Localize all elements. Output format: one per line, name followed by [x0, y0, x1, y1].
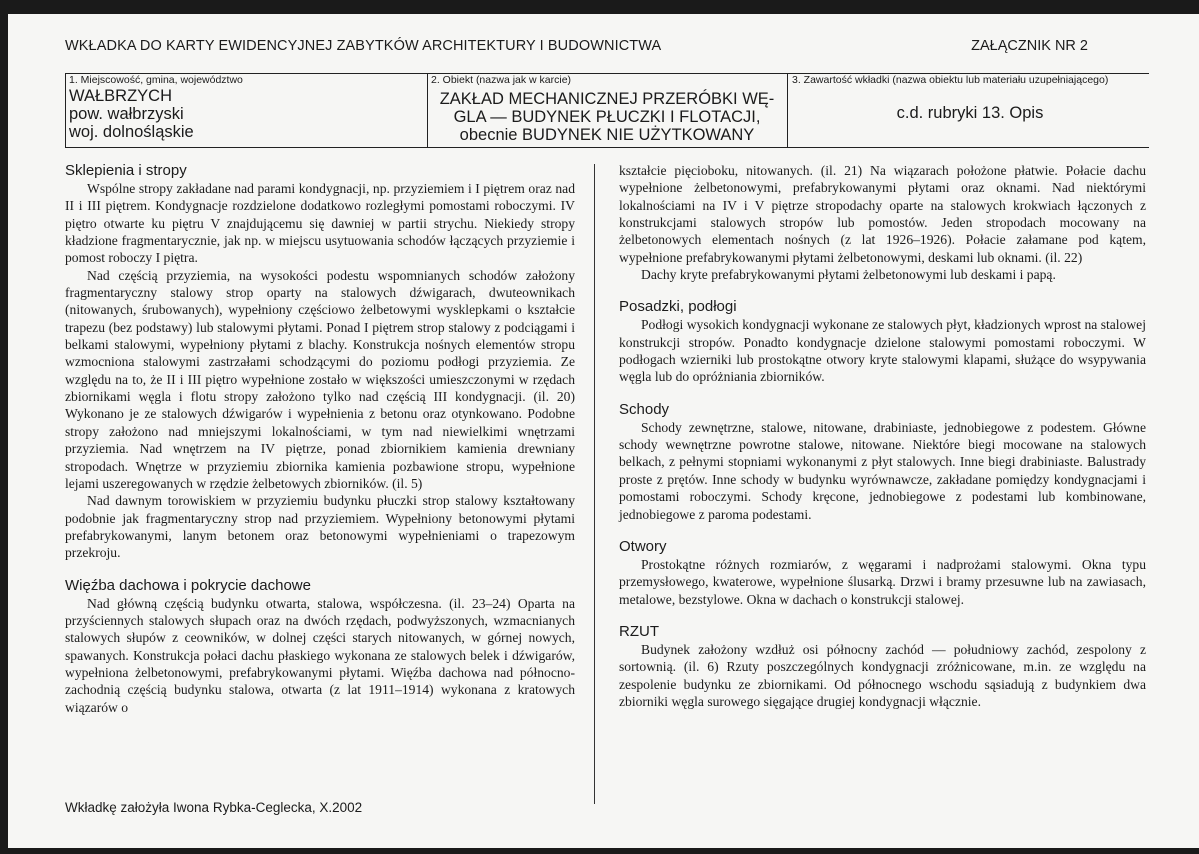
location-county: pow. wałbrzyski — [69, 105, 184, 123]
object-cell — [431, 74, 783, 144]
location-voivodeship: woj. dolnośląskie — [69, 123, 194, 141]
section-heading: Posadzki, podłogi — [619, 298, 737, 316]
object-name-line: obecnie BUDYNEK NIE UŻYTKOWANY — [459, 126, 755, 144]
paragraph: Nad częścią przyziemia, na wysokości podestu wspomnianych schodów założony fragmentaryczny stalowy strop oparty na stalowych dźwigarach, dwuteownikach (nitowanych, śrubowanych), wypełniony częściowo żelbetowymi wysklepkami o kształcie trapezu (bez podstawy) lub stalowymi płytami. Ponad I piętrem strop stalowy z podciągami i belkami stalowymi, wypełniony płytami z blachy. Konstrukcja nośnych elementów stropu wzmocniona stalowymi zastrzałami schodzącymi do poziomu podłogi przyziemia. Ze względu na to, że II i III piętro wypełnione zostało w większości umieszczonymi w rzędach zbiornikami węgla i flotu stropy założono tylko nad częścią III kondygnacji. (il. 20) Wykonano je ze stalowych dźwigarów i wypełnienia z betonu oraz otynkowano. Podobne stropy założono nad mniejszymi lokalnościami, w tym nad niewielkimi wnętrzami przyziemia. Nad wnętrzem na IV piętrze, ponad zbiornikiem kamienia drewniany stropodach. Wnętrze w przyziemiu zbiornika kamienia pozbawione stropu, wypełnione lejami uszeregowanych w rzędzie żelbetowych zbiorników. (il. 5) — [65, 267, 575, 491]
box-divider — [427, 73, 428, 147]
footer-author: Wkładkę założyła Iwona Rybka-Ceglecka, X.2002 — [65, 800, 363, 815]
section-heading: Sklepienia i stropy — [65, 162, 187, 179]
location-label: 1. Miejscowość, gmina, województwo — [69, 74, 243, 86]
contents-label: 3. Zawartość wkładki (nazwa obiektu lub materiału uzupełniającego) — [792, 74, 1109, 86]
document-title: WKŁADKA DO KARTY EWIDENCYJNEJ ZABYTKÓW ARCHITEKTURY I BUDOWNICTWA — [65, 38, 662, 54]
contents-value: c.d. rubryki 13. Opis — [896, 104, 1044, 122]
column-divider — [594, 164, 595, 804]
section-heading: Schody — [619, 400, 670, 418]
object-name-line: ZAKŁAD MECHANICZNEJ PRZERÓBKI WĘ- — [439, 90, 775, 108]
paragraph: Prostokątne różnych rozmiarów, z węgarami i nadprożami stalowymi. Okna typu przemysłowego, kwaterowe, wypełnione ślusarką. Drzwi i bramy przesuwne lub na zawiasach, metalowe, bezstylowe. Okna w dachach o konstrukcji stalowej. — [619, 556, 1146, 607]
paragraph: Nad główną częścią budynku otwarta, stalowa, współczesna. (il. 23–24) Oparta na przyściennych stalowych słupach oraz na dwóch rzędach, podwyższonych, wzmacnianych stalowych słupów z ceowników, w dolnej części starych nitowanych, w górnej nowych, spawanych. Konstrukcja połaci dachu płaskiego wykonana ze stalowych belek i dźwigarów, wypełniona żelbetonowymi, prefabrykowanymi płytami. Więźba dachowa nad północno-zachodnią częścią budynku stalowa, otwarta (z lat 1911–1914) wykonana z kratowych wiązarów o — [65, 595, 575, 715]
location-city: WAŁBRZYCH — [69, 87, 172, 105]
paragraph: Schody zewnętrzne, stalowe, nitowane, drabiniaste, jednobiegowe z podestem. Główne schody wewnętrzne powrotne stalowe, nitowane. Niektóre biegi mocowane na stalowych belkach, z pełnymi stopniami wykonanymi z płyt stalowych. Inne biegi drabiniaste. Balustrady proste z prętów. Inne schody w budynku wyrównawcze, zakładane pomiędzy kondygnacjami i pomostami roboczymi. Schody kręcone, jednobiegowe z podestami lub kombinowane, jednobiegowe z paroma podestami. — [619, 419, 1146, 522]
paragraph: Wspólne stropy zakładane nad parami kondygnacji, np. przyziemiem i I piętrem oraz nad II i III piętrem. Kondygnacje rozdzielone dodatkowo rozległymi pomostami roboczymi. IV piętro otwarte ku piętru V znajdującemu się dawniej w partii strychu. Niekiedy stropy kładzione fragmentarycznie, jak np. w miejscu usytuowania schodów łączących przyziemie i pomost roboczy I piętra. — [65, 181, 575, 266]
section-heading: RZUT — [619, 622, 659, 640]
box-bottom-border — [65, 147, 1149, 148]
paragraph: kształcie pięcioboku, nitowanych. (il. 21) Na wiązarach położone płatwie. Połacie dachu wypełnione żelbetonowymi, prefabrykowanymi płytami oraz oknami. Nad niektórymi lokalnościami na IV i V piętrze stropodachy oparte na stalowych krokwiach łączonych z konstrukcjami stalowych stropów lub pomostów. Jeden stropodach mocowany na żelbetonowych elementach nośnych (z lat 1926–1926). Połacie załamane pod kątem, wypełnione prefabrykowanymi płytami żelbetonowymi, deskami lub oknami. (il. 22) — [619, 163, 1146, 265]
section-heading: Otwory — [619, 537, 667, 555]
box-divider — [787, 73, 788, 147]
object-name-line: GLA — BUDYNEK PŁUCZKI I FLOTACJI, — [453, 108, 761, 126]
location-cell — [69, 74, 424, 141]
left-column — [65, 162, 575, 716]
contents-cell — [792, 74, 1148, 123]
box-left-border — [65, 73, 66, 147]
object-name — [431, 90, 783, 144]
right-column — [619, 162, 1146, 710]
paragraph: Budynek założony wzdłuż osi północny zachód — południowy zachód, zespolony z sortownią. (il. 6) Rzuty poszczególnych kondygnacji zróżnicowane, m.in. ze względu na zespolenie budynku ze zbiornikami. Od północnego wschodu sąsiadują z budynkiem dwa zbiorniki węgla surowego sięgające drugiej kondygnacji włącznie. — [619, 641, 1146, 709]
object-label: 2. Obiekt (nazwa jak w karcie) — [431, 74, 572, 86]
paragraph: Nad dawnym torowiskiem w przyziemiu budynku płuczki strop stalowy kształtowany podobnie jak fragmentaryczny strop nad przyziemiem. Wypełniony betonowymi płytami prefabrykowanymi, lanym betonem oraz betonowymi wypełnieniami o trapezowym przekroju. — [65, 493, 575, 561]
paragraph: Podłogi wysokich kondygnacji wykonane ze stalowych płyt, kładzionych wprost na stalowej konstrukcji stropów. Ponadto kondygnacje dzielone stalowymi pomostami roboczymi. W podłogach wzierniki lub prostokątne otwory kryte stalowymi klapami, służące do wsypywania węgla lub do opróżniania zbiorników. — [619, 317, 1146, 385]
section-heading: Więźba dachowa i pokrycie dachowe — [65, 576, 311, 594]
document-page — [8, 14, 1199, 848]
attachment-number: ZAŁĄCZNIK NR 2 — [971, 38, 1088, 54]
paragraph: Dachy kryte prefabrykowanymi płytami żelbetonowymi lub deskami i papą. — [641, 267, 1056, 283]
